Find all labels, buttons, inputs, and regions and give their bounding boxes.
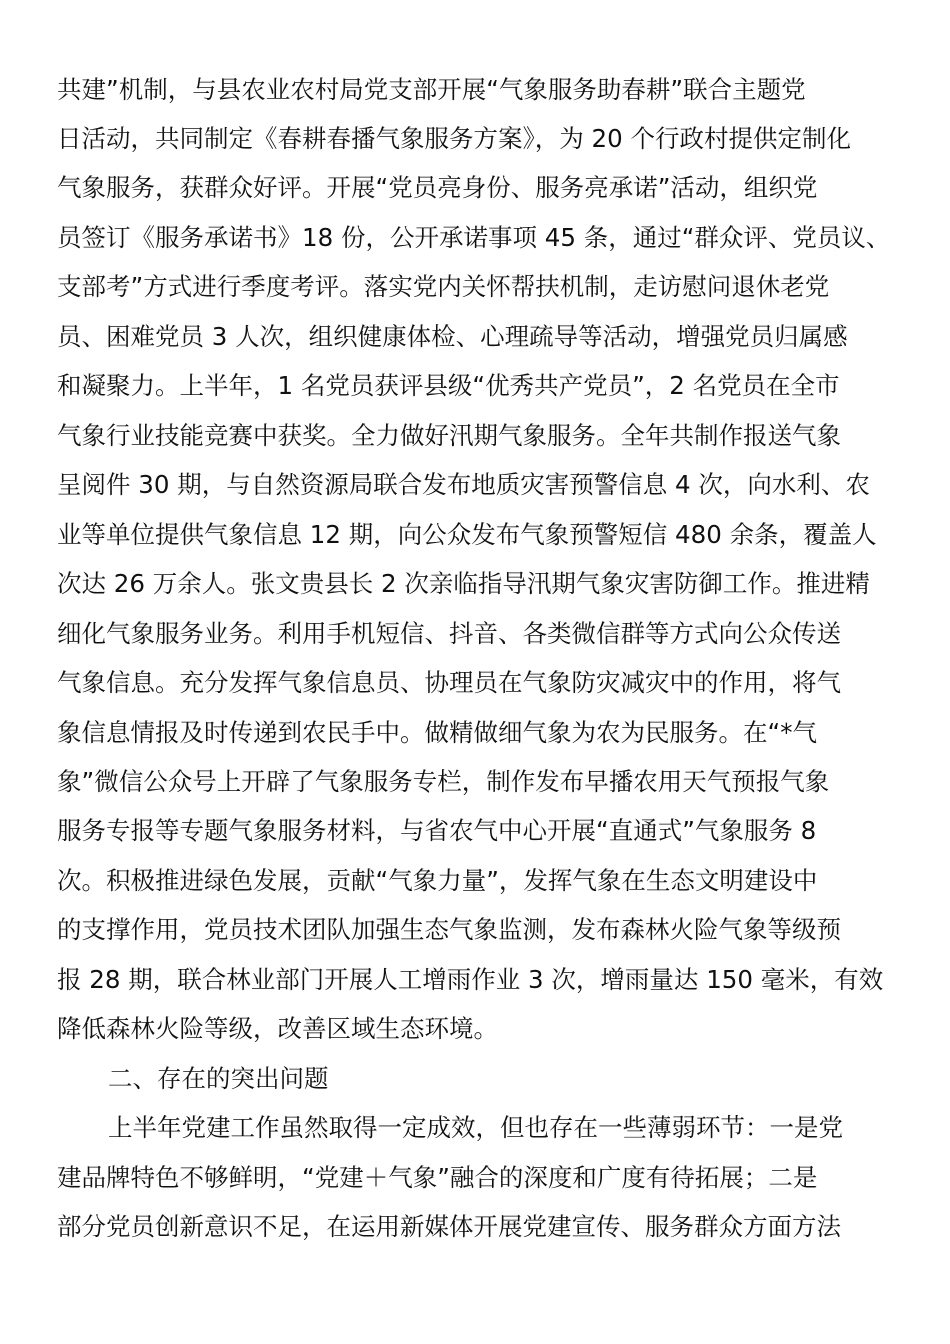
body-text-line: 和凝聚力。上半年，1 名党员获评县级“优秀共产党员”，2 名党员在全市	[57, 371, 840, 400]
body-text-line: 气象行业技能竞赛中获奖。全力做好汛期气象服务。全年共制作报送气象	[57, 421, 841, 450]
body-text-line: 呈阅件 30 期，与自然资源局联合发布地质灾害预警信息 4 次，向水利、农	[57, 470, 870, 499]
body-text-line: 细化气象服务业务。利用手机短信、抖音、各类微信群等方式向公众传送	[57, 619, 841, 648]
body-text-line: 气象服务，获群众好评。开展“党员亮身份、服务亮承诺”活动，组织党	[57, 173, 818, 202]
body-text-line: 气象信息。充分发挥气象信息员、协理员在气象防灾减灾中的作用，将气	[57, 668, 841, 697]
body-text-line: 服务专报等专题气象服务材料，与省农气中心开展“直通式”气象服务 8	[57, 816, 817, 845]
body-text-line: 降低森林火险等级，改善区域生态环境。	[57, 1014, 498, 1043]
body-text-line: 员签订《服务承诺书》18 份，公开承诺事项 45 条，通过“群众评、党员议、	[57, 223, 891, 252]
body-text-line: 象”微信公众号上开辟了气象服务专栏，制作发布早播农用天气预报气象	[57, 767, 830, 796]
body-text-line: 部分党员创新意识不足，在运用新媒体开展党建宣传、服务群众方面方法	[57, 1212, 841, 1241]
body-text-line: 次达 26 万余人。张文贵县长 2 次亲临指导汛期气象灾害防御工作。推进精	[57, 569, 870, 598]
body-text-line: 上半年党建工作虽然取得一定成效，但也存在一些薄弱环节：一是党	[108, 1113, 843, 1142]
body-text-line: 共建”机制，与县农业农村局党支部开展“气象服务助春耕”联合主题党	[57, 75, 806, 104]
body-text-line: 象信息情报及时传递到农民手中。做精做细气象为农为民服务。在“*气	[57, 718, 817, 747]
body-text-line: 次。积极推进绿色发展，贡献“气象力量”，发挥气象在生态文明建设中	[57, 866, 818, 895]
body-text-line: 的支撑作用，党员技术团队加强生态气象监测，发布森林火险气象等级预	[57, 915, 841, 944]
body-text-line: 报 28 期，联合林业部门开展人工增雨作业 3 次，增雨量达 150 毫米，有效	[57, 965, 884, 994]
body-text-line: 员、困难党员 3 人次，组织健康体检、心理疏导等活动，增强党员归属感	[57, 322, 848, 351]
body-text-line: 建品牌特色不够鲜明，“党建＋气象”融合的深度和广度有待拓展；二是	[57, 1163, 818, 1192]
body-text-line: 日活动，共同制定《春耕春播气象服务方案》，为 20 个行政村提供定制化	[57, 124, 851, 153]
body-text-line: 业等单位提供气象信息 12 期，向公众发布气象预警短信 480 余条，覆盖人	[57, 520, 877, 549]
body-text-line: 支部考”方式进行季度考评。落实党内关怀帮扶机制，走访慰问退休老党	[57, 272, 830, 301]
section-heading: 二、存在的突出问题	[108, 1064, 329, 1093]
